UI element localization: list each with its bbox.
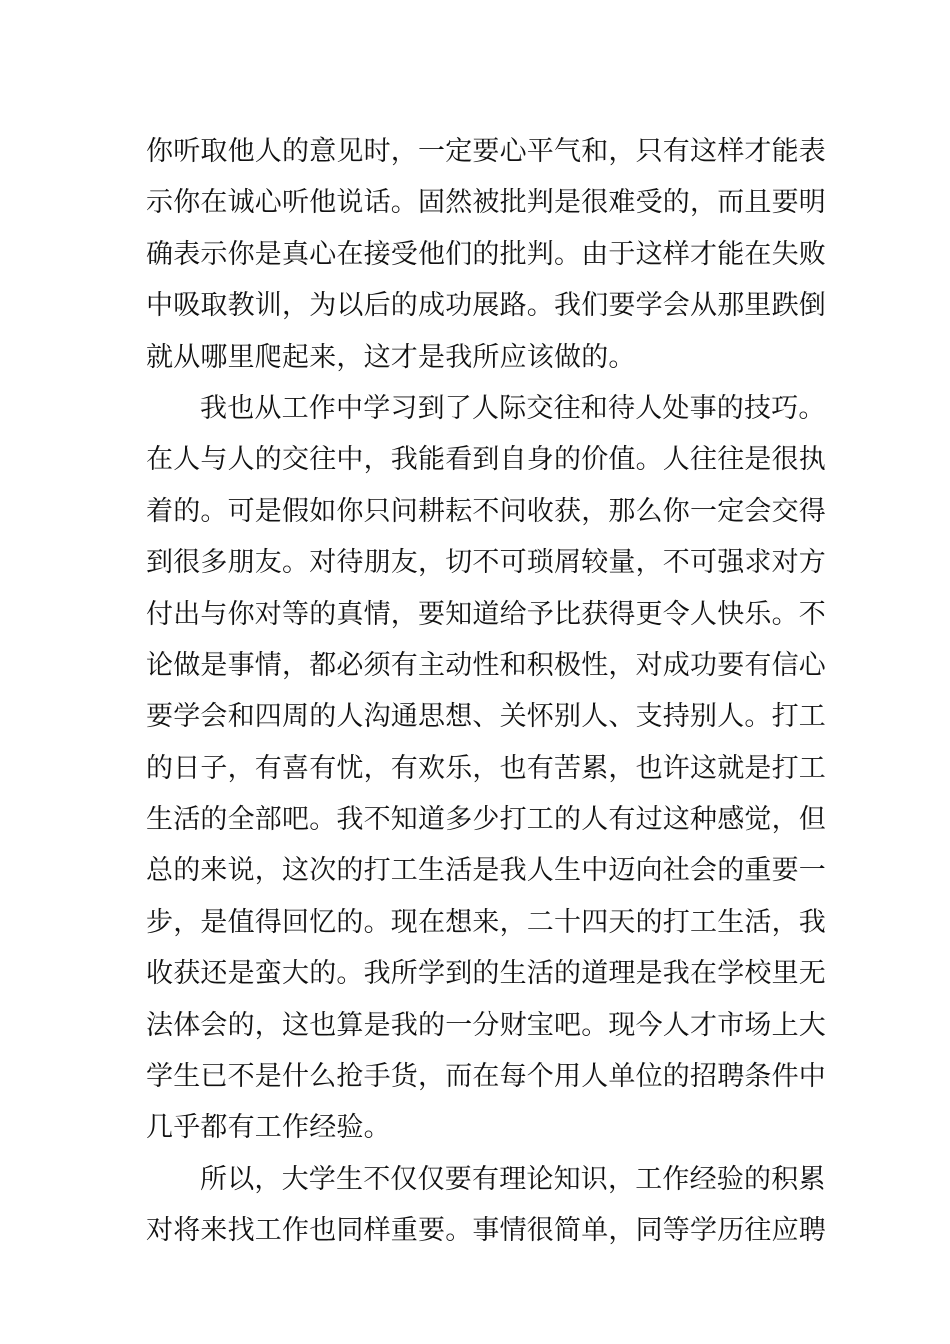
- text-line: 对将来找工作也同样重要。事情很简单，同等学历往应聘: [146, 1215, 826, 1247]
- text-line: 付出与你对等的真情，要知道给予比获得更令人快乐。不: [146, 598, 826, 630]
- text-line: 示你在诚心听他说话。固然被批判是很难受的，而且要明: [146, 187, 826, 219]
- text-line: 着的。可是假如你只问耕耘不问收获，那么你一定会交得: [146, 495, 826, 527]
- text-line: 到很多朋友。对待朋友，切不可琐屑较量，不可强求对方: [146, 547, 826, 579]
- text-line: 法体会的，这也算是我的一分财宝吧。现今人才市场上大: [146, 1009, 826, 1041]
- document-body: [146, 126, 826, 1257]
- text-line: 要学会和四周的人沟通思想、关怀别人、支持别人。打工: [146, 701, 826, 733]
- text-line: 你听取他人的意见时，一定要心平气和，只有这样才能表: [146, 136, 826, 167]
- text-line: 就从哪里爬起来，这才是我所应该做的。: [146, 341, 636, 373]
- text-line: 生活的全部吧。我不知道多少打工的人有过这种感觉，但: [146, 804, 826, 836]
- text-line: 步，是值得回忆的。现在想来，二十四天的打工生活，我: [146, 906, 826, 938]
- text-line: 的日子，有喜有忧，有欢乐，也有苦累，也许这就是打工: [146, 752, 826, 784]
- text-line: 几乎都有工作经验。: [146, 1112, 391, 1144]
- text-line: 在人与人的交往中，我能看到自身的价值。人往往是很执: [146, 444, 826, 476]
- text-line: 收获还是蛮大的。我所学到的生活的道理是我在学校里无: [146, 958, 826, 990]
- paragraph-first-line: 所以，大学生不仅仅要有理论知识，工作经验的积累: [200, 1163, 826, 1195]
- text-line: 确表示你是真心在接受他们的批判。由于这样才能在失败: [146, 238, 826, 270]
- text-line: 学生已不是什么抢手货，而在每个用人单位的招聘条件中: [146, 1061, 826, 1093]
- text-line: 论做是事情，都必须有主动性和积极性，对成功要有信心: [146, 649, 826, 681]
- paragraph-first-line: 我也从工作中学习到了人际交往和待人处事的技巧。: [200, 392, 826, 424]
- text-line: 中吸取教训，为以后的成功展路。我们要学会从那里跌倒: [146, 290, 826, 322]
- text-line: 总的来说，这次的打工生活是我人生中迈向社会的重要一: [146, 855, 826, 887]
